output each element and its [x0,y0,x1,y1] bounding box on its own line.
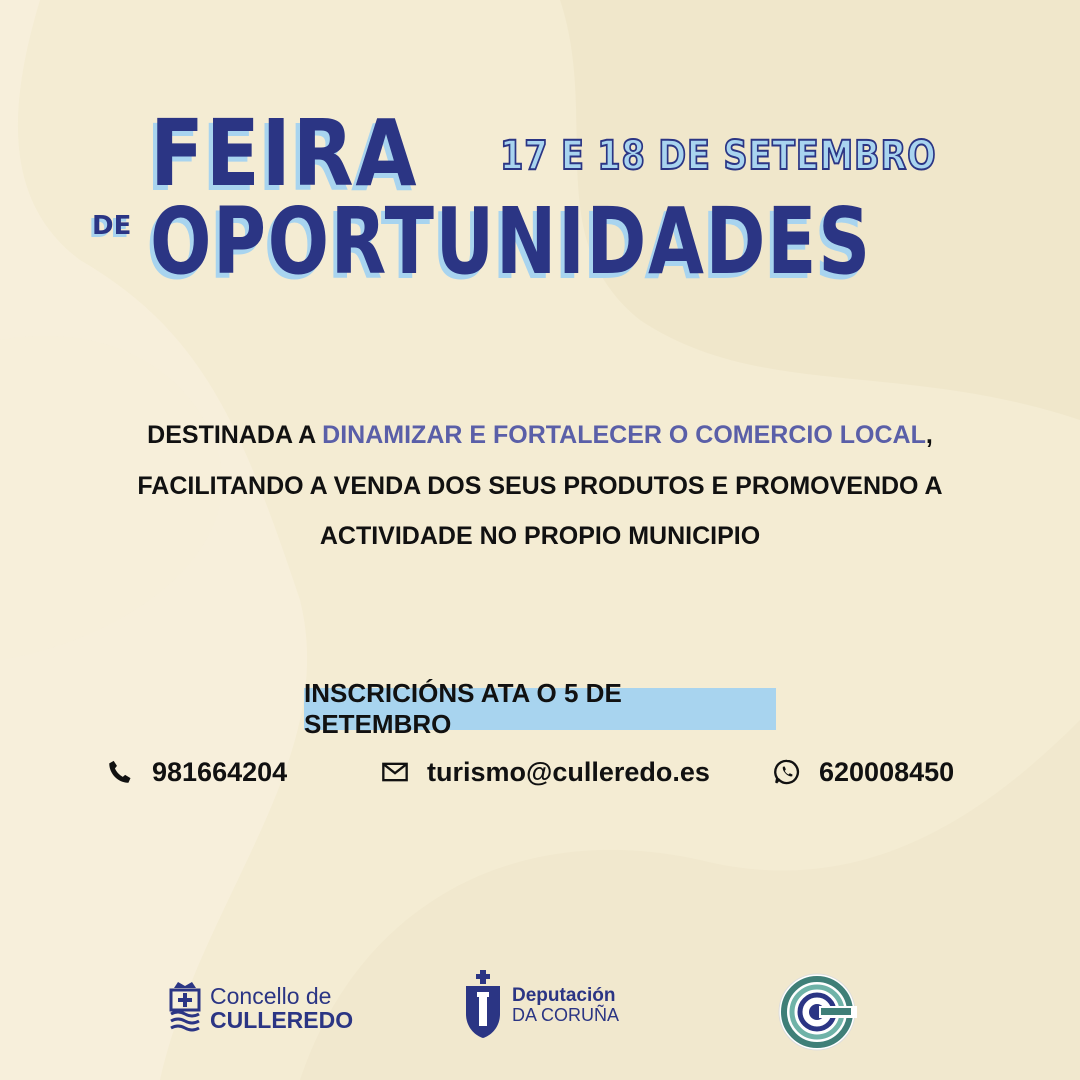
description-line-2: FACILITANDO A VENDA DOS SEUS PRODUTOS E PROMOVENDO A [137,472,943,500]
deputacion-line1: Deputación [512,984,616,1006]
concello-culleredo-logo [168,980,353,1036]
contact-email[interactable] [381,752,710,792]
description-suffix: , [925,421,933,449]
event-date: 17 E 18 DE SETEMBRO [500,133,937,179]
circular-emblem-logo [777,972,857,1052]
phone-icon [106,758,134,786]
description-highlight: DINAMIZAR E FORTALECER O COMERCIO LOCAL [322,421,926,449]
whatsapp-icon [773,758,801,786]
email-address: turismo@culleredo.es [427,756,710,787]
title-feira: FEIRA [150,100,419,207]
mail-icon [381,758,409,786]
concello-line1: Concello de [210,982,332,1009]
description-prefix: DESTINADA A [147,421,323,449]
contact-phone[interactable] [106,752,287,792]
title-connector: DE [92,211,132,241]
description-line-1 [0,423,1080,448]
deputacion-line2: DA CORUÑA [512,1004,620,1025]
coat-of-arms-icon [168,980,202,1036]
registration-deadline: INSCRICIÓNS ATA O 5 DE SETEMBRO [304,688,776,730]
deputacion-coruna-logo [462,970,619,1040]
phone-number: 981664204 [152,756,288,787]
description-line-3: ACTIVIDADE NO PROPIO MUNICIPIO [319,522,761,550]
contact-whatsapp[interactable] [773,752,954,792]
title-oportunidades: OPORTUNIDADES [150,188,872,295]
tower-shield-icon [462,970,504,1040]
whatsapp-number: 620008450 [819,756,955,787]
concello-line2: CULLEREDO [210,1007,354,1033]
